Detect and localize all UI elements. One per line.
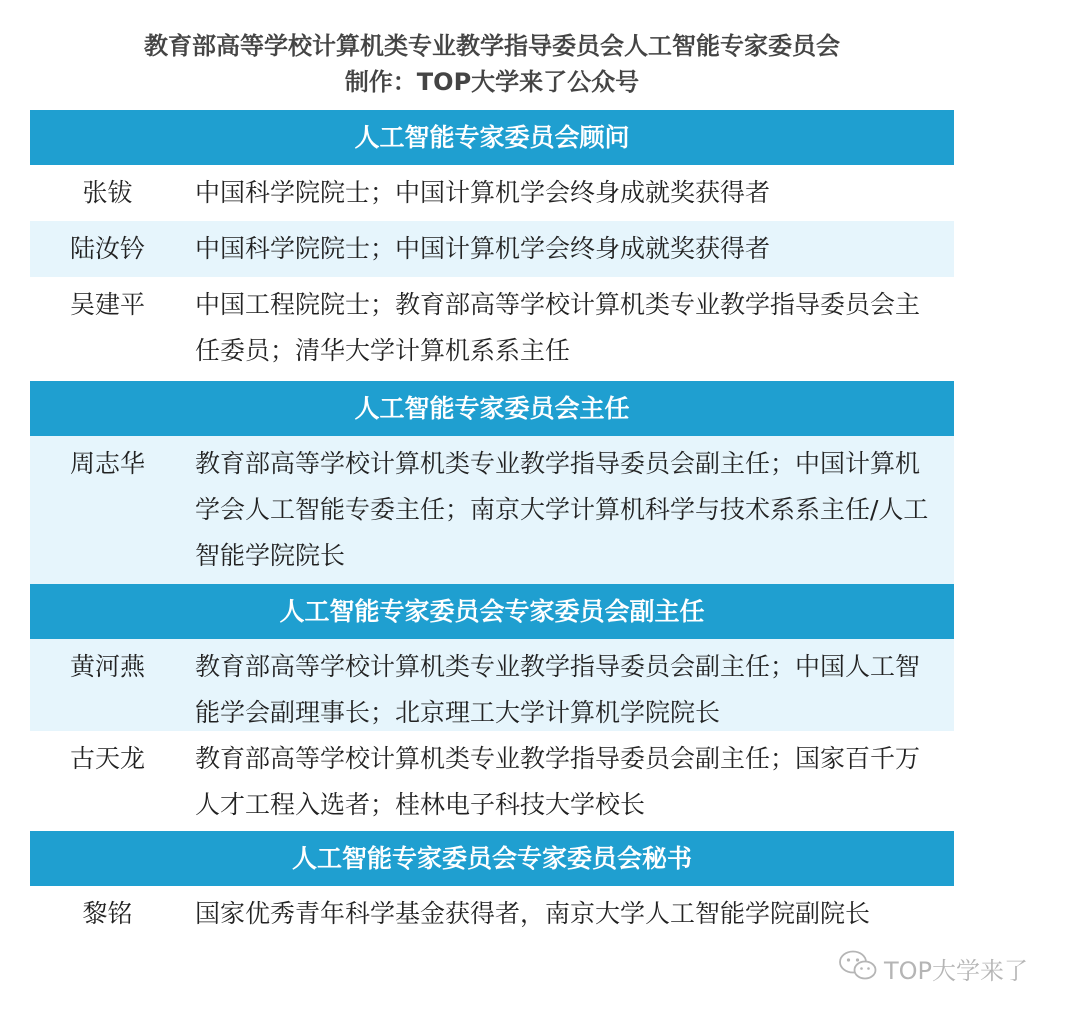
member-description: 教育部高等学校计算机类专业教学指导委员会副主任；国家百千万人才工程入选者；桂林电子科技大学校长 xyxy=(195,744,921,819)
member-name: 黄河燕 xyxy=(69,652,145,681)
committee-table xyxy=(30,110,954,946)
member-name: 古天龙 xyxy=(69,744,145,773)
table-row xyxy=(30,886,954,946)
member-description: 中国科学院院士；中国计算机学会终身成就奖获得者 xyxy=(195,178,771,207)
page-subtitle: 制作：TOP大学来了公众号 xyxy=(344,68,640,96)
watermark-text: TOP大学来了 xyxy=(884,956,1029,985)
member-description: 中国工程院院士；教育部高等学校计算机类专业教学指导委员会主任委员；清华大学计算机系系主任 xyxy=(195,290,921,365)
section-header-director: 人工智能专家委员会主任 xyxy=(30,381,954,436)
member-description: 国家优秀青年科学基金获得者，南京大学人工智能学院副院长 xyxy=(195,899,871,928)
wechat-icon xyxy=(838,948,878,988)
table-row xyxy=(30,165,954,221)
member-name: 周志华 xyxy=(69,449,145,478)
table-row xyxy=(30,639,954,731)
page-title: 教育部高等学校计算机类专业教学指导委员会人工智能专家委员会 xyxy=(144,32,840,60)
member-name: 吴建平 xyxy=(69,290,145,319)
member-description: 教育部高等学校计算机类专业教学指导委员会副主任；中国人工智能学会副理事长；北京理工大学计算机学院院长 xyxy=(195,652,921,727)
table-row xyxy=(30,221,954,277)
section-header-deputy-directors: 人工智能专家委员会专家委员会副主任 xyxy=(30,584,954,639)
section-header-secretary: 人工智能专家委员会专家委员会秘书 xyxy=(30,831,954,886)
table-row xyxy=(30,277,954,381)
member-name: 陆汝钤 xyxy=(69,234,145,263)
member-description: 中国科学院院士；中国计算机学会终身成就奖获得者 xyxy=(195,234,771,263)
member-name: 黎铭 xyxy=(82,899,133,928)
table-row xyxy=(30,731,954,831)
table-row xyxy=(30,436,954,584)
watermark xyxy=(838,948,1028,988)
member-description: 教育部高等学校计算机类专业教学指导委员会副主任；中国计算机学会人工智能专委主任；南京大学计算机科学与技术系系主任/人工智能学院院长 xyxy=(195,449,929,570)
member-name: 张钹 xyxy=(82,178,133,207)
section-header-advisors: 人工智能专家委员会顾问 xyxy=(30,110,954,165)
